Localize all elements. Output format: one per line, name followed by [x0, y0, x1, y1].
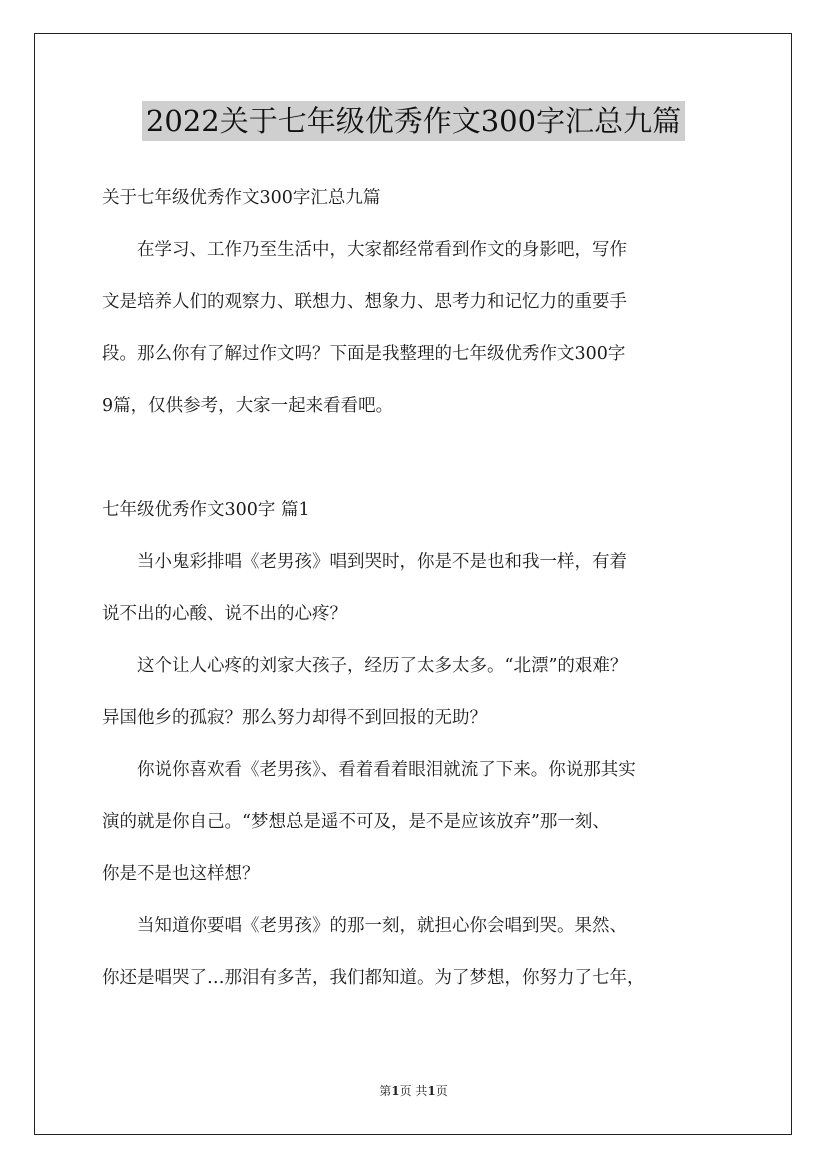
- document-title: 2022关于七年级优秀作文300字汇总九篇: [142, 101, 685, 141]
- paragraph-line: 你是不是也这样想？: [102, 864, 260, 884]
- paragraph-line: 异国他乡的孤寂？那么努力却得不到回报的无助？: [102, 708, 487, 728]
- paragraph-line: 你说你喜欢看《老男孩》、看着看着眼泪就流了下来。你说那其实: [137, 760, 636, 780]
- paragraph-line: 你还是唱哭了…那泪有多苦，我们都知道。为了梦想，你努力了七年，: [102, 968, 645, 988]
- intro-line: 段。那么你有了解过作文吗？下面是我整理的七年级优秀作文300字: [102, 344, 626, 364]
- paragraph-line: 当小鬼彩排唱《老男孩》唱到哭时，你是不是也和我一样，有着: [137, 552, 627, 572]
- footer-prefix: 第: [379, 1084, 392, 1098]
- paragraph-line: 说不出的心酸、说不出的心疼？: [102, 604, 347, 624]
- footer-mid: 页 共: [399, 1084, 428, 1098]
- intro-line: 文是培养人们的观察力、联想力、想象力、思考力和记忆力的重要手: [102, 292, 627, 312]
- footer-page-number: 1: [391, 1084, 400, 1098]
- intro-line: 9篇，仅供参考，大家一起来看看吧。: [102, 396, 394, 416]
- title-container: [0, 101, 827, 141]
- footer-page-total: 1: [427, 1084, 436, 1098]
- section-heading: 七年级优秀作文300字 篇1: [102, 500, 310, 520]
- document-subtitle: 关于七年级优秀作文300字汇总九篇: [102, 188, 381, 208]
- page-footer: [0, 1082, 827, 1099]
- paragraph-line: 当知道你要唱《老男孩》的那一刻，就担心你会唱到哭。果然、: [137, 916, 627, 936]
- paragraph-line: 这个让人心疼的刘家大孩子，经历了太多太多。“北漂”的艰难？: [137, 656, 628, 676]
- document-body: [102, 172, 727, 1004]
- footer-suffix: 页: [435, 1084, 448, 1098]
- intro-line: 在学习、工作乃至生活中，大家都经常看到作文的身影吧，写作: [137, 240, 627, 260]
- spacer: [102, 432, 727, 484]
- paragraph-line: 演的就是你自己。“梦想总是遥不可及，是不是应该放弃”那一刻、: [102, 812, 610, 832]
